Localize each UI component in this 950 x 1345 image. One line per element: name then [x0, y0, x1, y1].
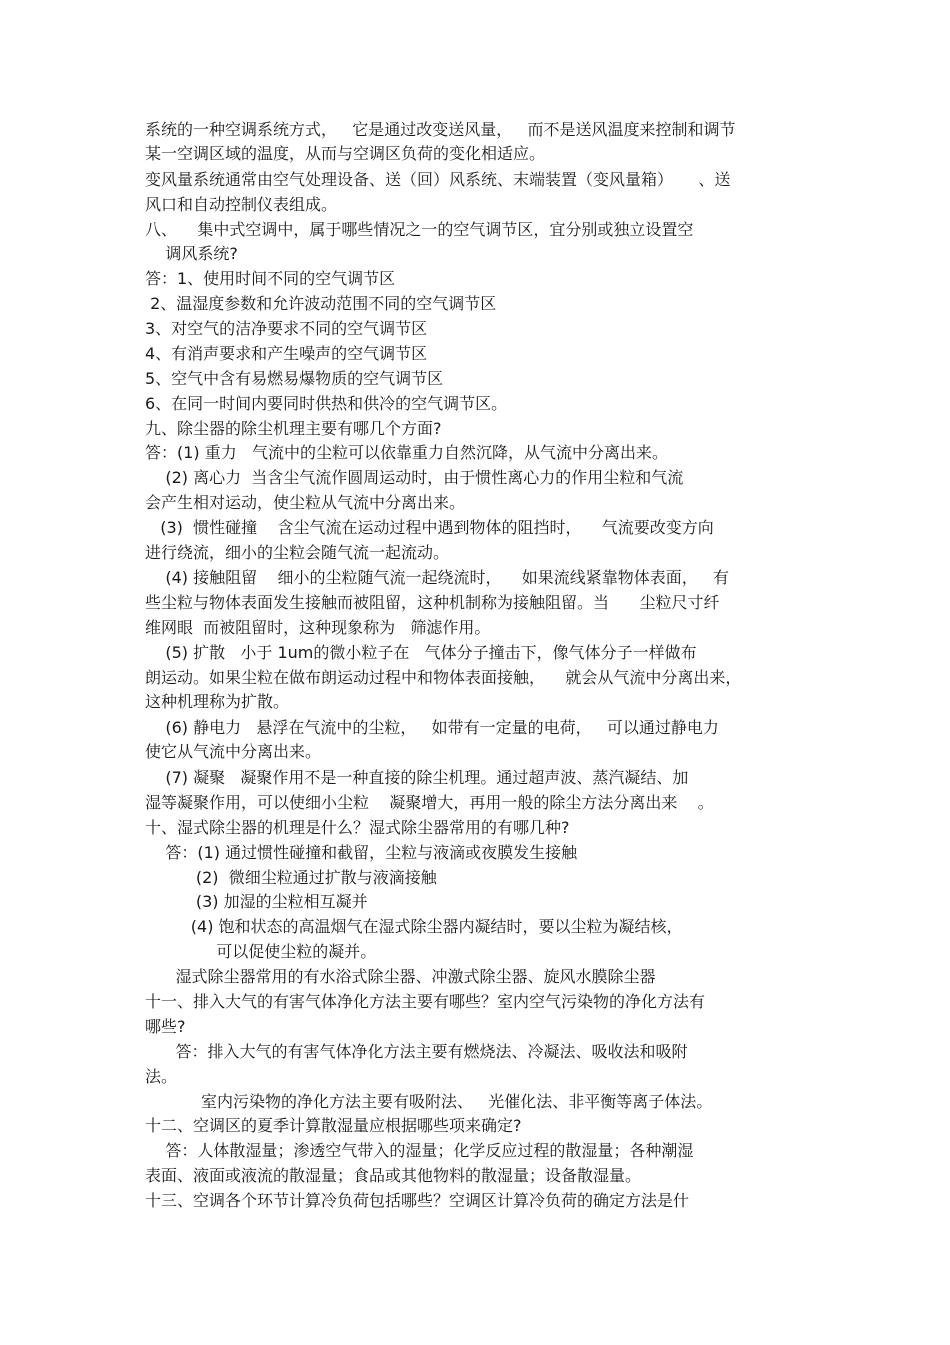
section-heading: 十、湿式除尘器的机理是什么？湿式除尘器常用的有哪几种?	[145, 818, 570, 837]
text-line: (7) 凝聚 凝聚作用不是一种直接的除尘机理。通过超声波、蒸汽凝结、加	[145, 768, 689, 787]
list-item: 可以促使尘粒的凝并。	[145, 942, 377, 961]
section-heading: 九、除尘器的除尘机理主要有哪几个方面?	[145, 419, 442, 438]
text-line: 表面、液面或液流的散湿量；食品或其他物料的散湿量；设备散湿量。	[145, 1166, 642, 1185]
text-line: 使它从气流中分离出来。	[145, 742, 322, 761]
section-heading: 八、 集中式空调中，属于哪些情况之一的空气调节区，宜分别或独立设置空	[145, 220, 694, 239]
list-item: 2、温湿度参数和允许波动范围不同的空气调节区	[145, 294, 497, 313]
section-heading: 十二、空调区的夏季计算散湿量应根据哪些项来确定?	[145, 1116, 522, 1135]
list-item: (3) 加湿的尘粒相互凝并	[145, 892, 368, 911]
text-line: 维网眼 而被阻留时，这种现象称为 筛滤作用。	[145, 618, 491, 637]
answer-line: 答：(1) 重力 气流中的尘粒可以依靠重力自然沉降，从气流中分离出来。	[145, 443, 669, 462]
text-line: 湿式除尘器常用的有水浴式除尘器、冲激式除尘器、旋风水膜除尘器	[145, 967, 656, 986]
text-line: 系统的一种空调系统方式， 它是通过改变送风量， 而不是送风温度来控制和调节	[145, 120, 736, 139]
answer-line: 答：(1) 通过惯性碰撞和截留，尘粒与液滴或夜膜发生接触	[145, 843, 578, 862]
text-line: 室内污染物的净化方法主要有吸附法、 光催化法、非平衡等离子体法。	[145, 1092, 713, 1111]
answer-line: 法。	[145, 1067, 178, 1086]
list-item: 4、有消声要求和产生噪声的空气调节区	[145, 344, 428, 363]
text-line: 湿等凝聚作用，可以使细小尘粒 凝聚增大，再用一般的除尘方法分离出来 。	[145, 793, 714, 812]
answer-line: 答：1、使用时间不同的空气调节区	[145, 269, 396, 288]
text-line: 进行绕流，细小的尘粒会随气流一起流动。	[145, 543, 450, 562]
section-heading: 哪些?	[145, 1017, 186, 1036]
answer-line: 答：人体散湿量；渗透空气带入的湿量；化学反应过程的散湿量；各种潮湿	[145, 1141, 694, 1160]
text-line: 风口和自动控制仪表组成。	[145, 195, 338, 214]
text-line: 某一空调区域的温度，从而与空调区负荷的变化相适应。	[145, 144, 546, 163]
section-heading: 十三、空调各个环节计算冷负荷包括哪些？空调区计算冷负荷的确定方法是什	[145, 1191, 690, 1210]
section-heading: 十一、排入大气的有害气体净化方法主要有哪些？室内空气污染物的净化方法有	[145, 992, 706, 1011]
answer-line: 答：排入大气的有害气体净化方法主要有燃烧法、冷凝法、吸收法和吸附	[145, 1042, 688, 1061]
section-heading: 调风系统?	[145, 244, 238, 263]
list-item: (2) 微细尘粒通过扩散与液滴接触	[145, 868, 437, 887]
list-item: 3、对空气的洁净要求不同的空气调节区	[145, 319, 428, 338]
text-line: (4) 接触阻留 细小的尘粒随气流一起绕流时， 如果流线紧靠物体表面， 有	[145, 568, 730, 587]
text-line: 变风量系统通常由空气处理设备、送（回）风系统、末端装置（变风量箱） 、送	[145, 170, 731, 189]
text-line: 些尘粒与物体表面发生接触而被阻留，这种机制称为接触阻留。当 尘粒尺寸纤	[145, 593, 720, 612]
text-line: 这种机理称为扩散。	[145, 692, 290, 711]
text-line: (2) 离心力 当含尘气流作圆周运动时，由于惯性离心力的作用尘粒和气流	[145, 468, 684, 487]
list-item: 5、空气中含有易燃易爆物质的空气调节区	[145, 369, 444, 388]
text-line: 朗运动。如果尘粒在做布朗运动过程中和物体表面接触， 就会从气流中分离出来，	[145, 668, 742, 687]
list-item: 6、在同一时间内要同时供热和供冷的空气调节区。	[145, 394, 508, 413]
list-item: (4) 饱和状态的高温烟气在湿式除尘器内凝结时，要以尘粒为凝结核，	[145, 917, 683, 936]
text-line: (3) 惯性碰撞 含尘气流在运动过程中遇到物体的阻挡时， 气流要改变方向	[145, 518, 714, 537]
text-line: 会产生相对运动，使尘粒从气流中分离出来。	[145, 493, 466, 512]
text-line: (6) 静电力 悬浮在气流中的尘粒， 如带有一定量的电荷， 可以通过静电力	[145, 718, 719, 737]
text-line: (5) 扩散 小于 1um的微小粒子在 气体分子撞击下，像气体分子一样做布	[145, 643, 697, 662]
